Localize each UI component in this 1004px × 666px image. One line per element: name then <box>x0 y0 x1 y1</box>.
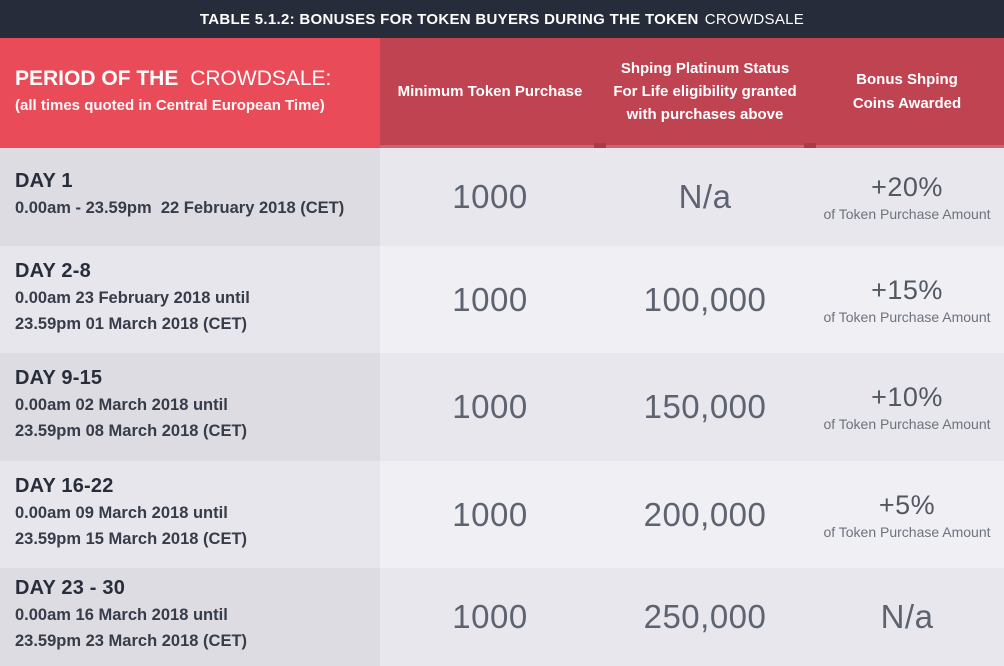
table-row <box>0 461 1004 568</box>
bonus-cell <box>810 568 1004 666</box>
min-purchase-value: 1000 <box>452 280 528 318</box>
day-label: DAY 2-8 <box>15 259 91 282</box>
period-cell <box>0 568 380 666</box>
platinum-cell <box>600 568 810 666</box>
day-label: DAY 9-15 <box>15 367 103 390</box>
bonus-note: of Token Purchase Amount <box>823 416 991 432</box>
bonus-value: N/a <box>880 598 934 635</box>
day-label: DAY 16-22 <box>15 474 114 497</box>
min-purchase-cell <box>380 246 600 353</box>
period-line-2: 23.59pm 08 March 2018 (CET) <box>15 422 248 440</box>
min-purchase-value: 1000 <box>452 495 528 533</box>
period-cell <box>0 353 380 461</box>
platinum-cell <box>600 461 810 568</box>
platinum-value: 200,000 <box>643 495 767 533</box>
period-cell <box>0 148 380 246</box>
day-label: DAY 1 <box>15 170 73 193</box>
header-period-cell <box>0 38 380 148</box>
period-line-2: 23.59pm 15 March 2018 (CET) <box>15 529 248 548</box>
platinum-cell <box>600 148 810 246</box>
bonus-cell <box>810 246 1004 353</box>
period-line-1: 0.00am 23 February 2018 until <box>15 288 250 307</box>
period-line-1: 0.00am 02 March 2018 until <box>15 396 228 415</box>
platinum-cell <box>600 246 810 353</box>
table-row <box>0 148 1004 246</box>
platinum-value: 250,000 <box>643 598 767 635</box>
period-cell <box>0 461 380 568</box>
period-line-2: 23.59pm 01 March 2018 (CET) <box>15 314 248 333</box>
header-bonus-cell <box>810 38 1004 148</box>
header-platinum-cell <box>600 38 810 148</box>
min-purchase-value: 1000 <box>452 178 528 215</box>
bonus-value: +10% <box>871 382 943 412</box>
platinum-value: 100,000 <box>643 280 767 318</box>
min-purchase-cell <box>380 568 600 666</box>
bonus-value: +20% <box>871 172 943 202</box>
header-min-purchase-cell <box>380 38 600 148</box>
bonus-cell <box>810 353 1004 461</box>
platinum-value: 150,000 <box>643 388 767 425</box>
table-title-text-light: CROWDSALE <box>704 10 805 28</box>
platinum-value: N/a <box>678 178 732 215</box>
table-body <box>0 148 1004 666</box>
table-row <box>0 568 1004 666</box>
period-header-title <box>15 66 360 92</box>
platinum-cell <box>600 353 810 461</box>
bonus-cell <box>810 148 1004 246</box>
table-header-row <box>0 38 1004 148</box>
period-line-2: 23.59pm 23 March 2018 (CET) <box>15 632 248 650</box>
period-line-1: 0.00am 16 March 2018 until <box>15 606 228 625</box>
header-bonus-label: Bonus Shping Coins Awarded <box>852 71 962 112</box>
min-purchase-value: 1000 <box>452 598 528 635</box>
header-min-purchase-label: Minimum Token Purchase <box>397 82 583 100</box>
table-title-text: TABLE 5.1.2: BONUSES FOR TOKEN BUYERS DURING THE TOKEN <box>199 10 699 28</box>
table-row <box>0 353 1004 461</box>
period-line-1: 0.00am 09 March 2018 until <box>15 503 228 522</box>
min-purchase-value: 1000 <box>452 388 528 425</box>
bonus-note: of Token Purchase Amount <box>823 308 991 325</box>
period-line-1: 0.00am - 23.59pm 22 February 2018 (CET) <box>15 199 345 218</box>
min-purchase-cell <box>380 353 600 461</box>
bonus-cell <box>810 461 1004 568</box>
bonus-note: of Token Purchase Amount <box>823 523 991 540</box>
day-label: DAY 23 - 30 <box>15 577 126 600</box>
period-header-subtitle: (all times quoted in Central European Time) <box>15 96 325 114</box>
header-divider-notch <box>804 143 816 148</box>
table-row <box>0 246 1004 353</box>
period-header-title-regular: CROWDSALE: <box>190 67 332 91</box>
bonus-note: of Token Purchase Amount <box>823 206 991 222</box>
table-title-bar <box>0 0 1004 38</box>
header-divider-notch <box>594 143 606 148</box>
period-cell <box>0 246 380 353</box>
bonus-value: +15% <box>871 274 943 305</box>
bonus-value: +5% <box>878 489 936 520</box>
header-platinum-label: Shping Platinum Status For Life eligibility granted with purchases above <box>613 59 797 124</box>
period-header-title-bold: PERIOD OF THE <box>15 67 179 91</box>
min-purchase-cell <box>380 461 600 568</box>
min-purchase-cell <box>380 148 600 246</box>
